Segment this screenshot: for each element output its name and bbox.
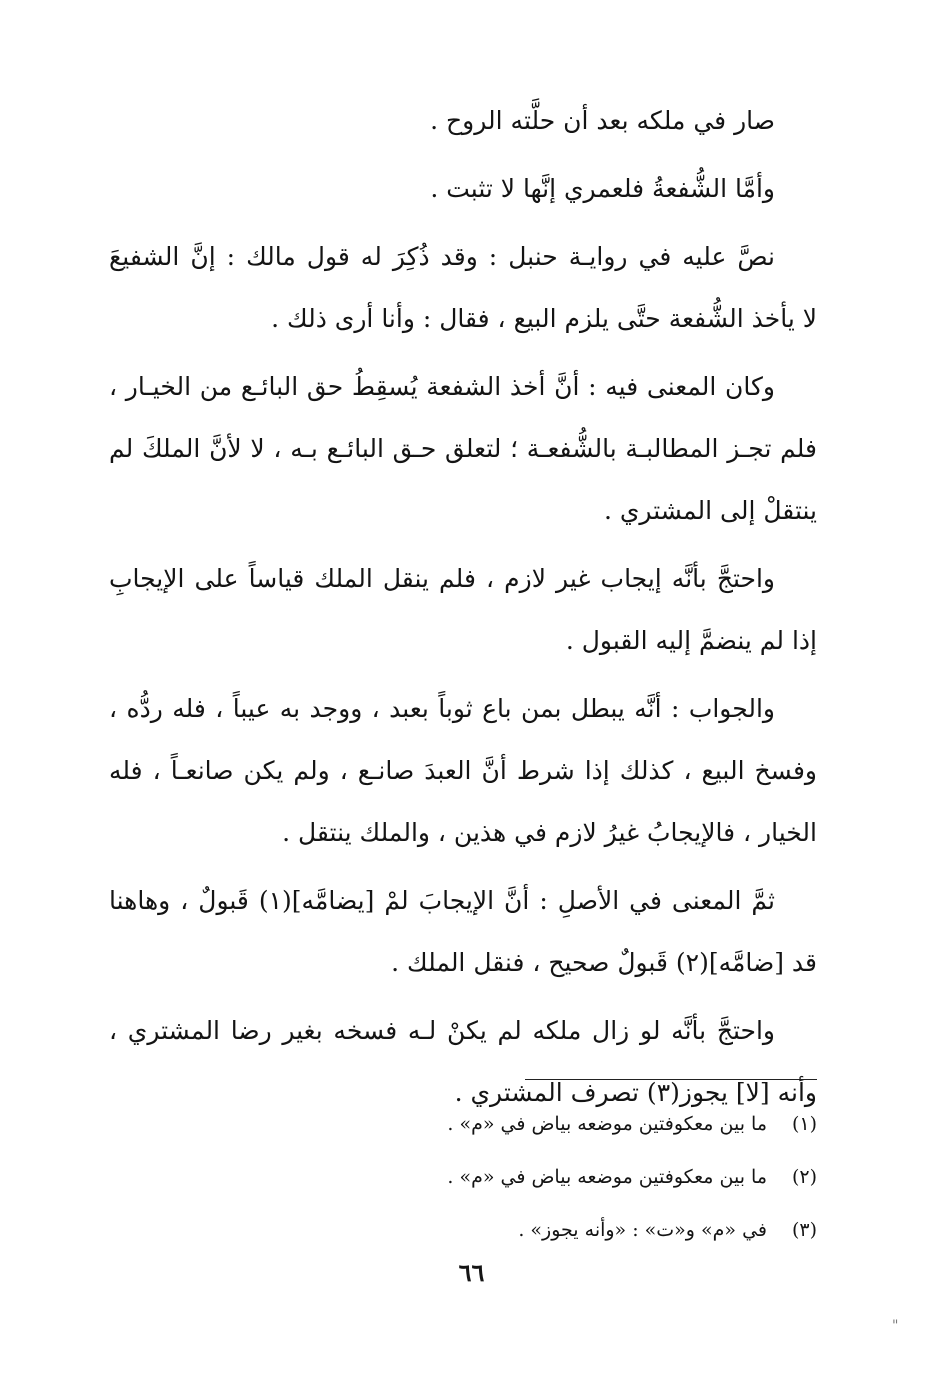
footnote-number: (١) xyxy=(791,1113,817,1135)
footnote xyxy=(217,1098,817,1151)
footnotes xyxy=(217,1098,817,1257)
paragraph-line: فلم تجـز المطالبـة بالشُّفعـة ؛ لتعلق حـق البائـع بـه ، لا لأنَّ الملكَ لم xyxy=(109,434,817,463)
main-text xyxy=(109,90,817,1124)
paragraph-line: إذا لم ينضمَّ إليه القبول . xyxy=(565,626,817,655)
paragraph-line: وأنه [لا] يجوز(٣) تصرف المشتري . xyxy=(454,1078,817,1107)
footnote-text: في «م» و«ت» : «وأنه يجوز» . xyxy=(518,1219,767,1241)
footnote xyxy=(217,1204,817,1257)
footnote-divider xyxy=(525,1079,817,1080)
paragraph-line: صار في ملكه بعد أن حلَّته الروح . xyxy=(430,106,775,135)
footnote-text: ما بين معكوفتين موضعه بياض في «م» . xyxy=(447,1166,767,1188)
paragraph-line: وأمَّا الشُّفعةُ فلعمري إنَّها لا تثبت . xyxy=(430,174,775,203)
paragraph-line: قد [ضامَّه](٢) قَبولٌ صحيح ، فنقل الملك . xyxy=(391,948,817,977)
paragraph-line: الخيار ، فالإيجابُ غيرُ لازم في هذين ، والملك ينتقل . xyxy=(282,818,817,847)
page-number: ٦٦ xyxy=(458,1258,485,1287)
footnote-number: (٣) xyxy=(791,1219,817,1241)
paragraph-line: لا يأخذ الشُّفعة حتَّى يلزم البيع ، فقال : وأنا أرى ذلك . xyxy=(271,304,817,333)
scan-corner-mark: " xyxy=(892,1318,899,1334)
footnote-number: (٢) xyxy=(791,1166,817,1188)
paragraph-line: واحتجَّ بأنَّه إيجاب غير لازم ، فلم ينقل الملك قياساً على الإيجابِ xyxy=(109,564,775,593)
paragraph-line: ثمَّ المعنى في الأصلِ : أنَّ الإيجابَ لمْ [يضامَّه](١) قَبولٌ ، وهاهنا xyxy=(109,886,775,915)
footnote-text: ما بين معكوفتين موضعه بياض في «م» . xyxy=(447,1113,767,1135)
paragraph-line: ينتقلْ إلى المشتري . xyxy=(603,496,817,525)
paragraph-line: واحتجَّ بأنَّه لو زال ملكه لم يكنْ لـه فسخه بغير رضا المشتري ، xyxy=(109,1016,775,1045)
paragraph-line: وكان المعنى فيه : أنَّ أخذ الشفعة يُسقِطُ حق البائـع من الخيـار ، xyxy=(109,372,775,401)
paragraph-line: والجواب : أنَّه يبطل بمن باع ثوباً بعبد ، ووجد به عيباً ، فله ردُّه ، xyxy=(109,694,775,723)
footnote xyxy=(217,1151,817,1204)
paragraph-line: وفسخ البيع ، كذلك إذا شرط أنَّ العبدَ صانـع ، ولم يكن صانعـاً ، فله xyxy=(109,756,817,785)
paragraph-line: نصَّ عليه في روايـة حنبل : وقد ذُكِرَ له قول مالك : إنَّ الشفيعَ xyxy=(109,242,775,271)
